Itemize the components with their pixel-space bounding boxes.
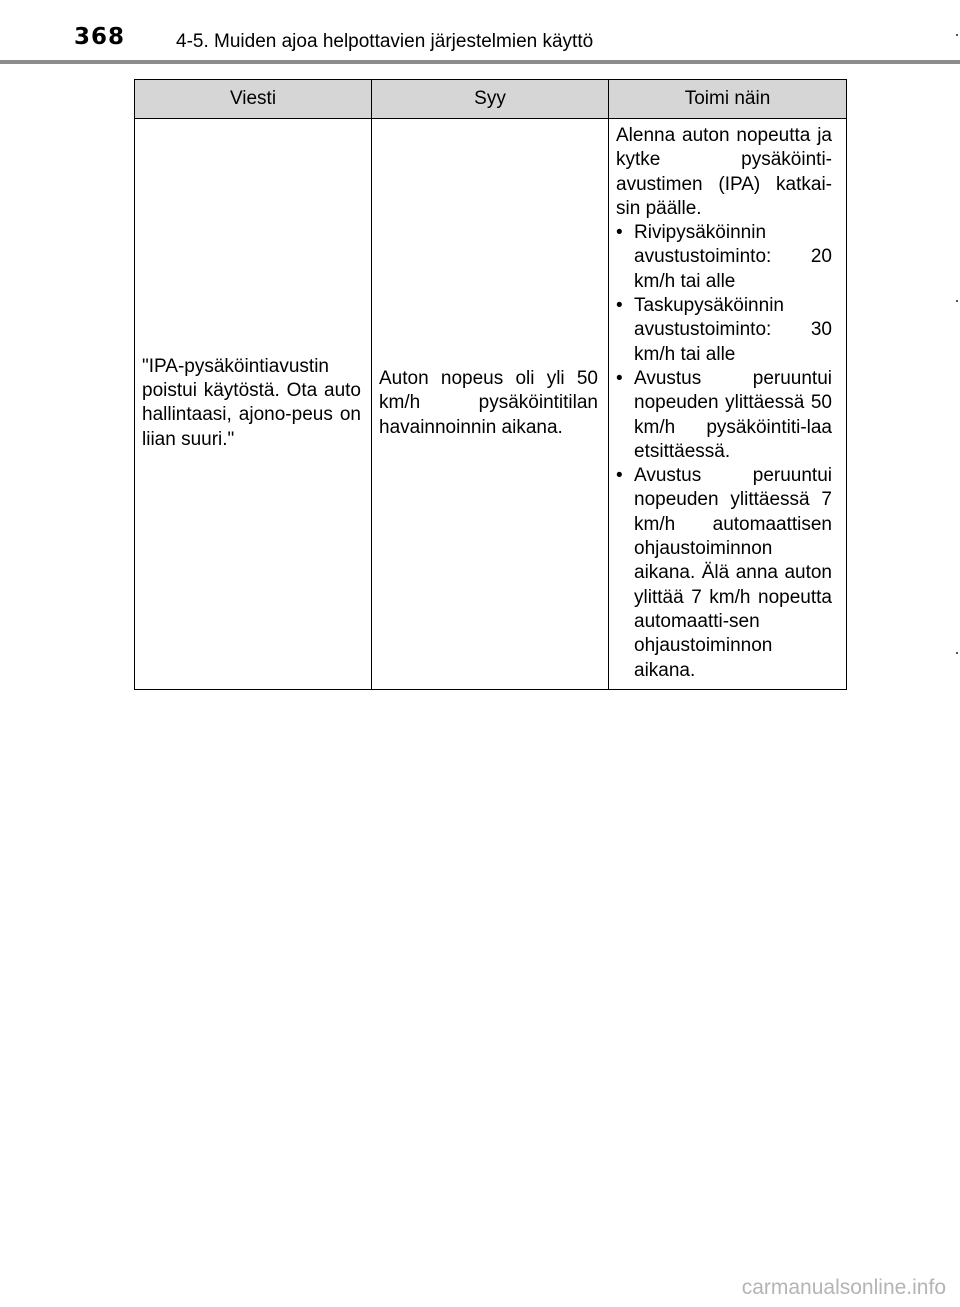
table-row: [135, 119, 847, 690]
section-title: 4-5. Muiden ajoa helpottavien järjestelmien käyttö: [176, 31, 594, 52]
column-header-action: Toimi näin: [609, 80, 847, 119]
edge-tick: [956, 652, 958, 654]
action-cell: [609, 119, 847, 690]
message-table: [134, 79, 847, 690]
message-cell: "IPA-pysäköintiavustin poistui käytöstä. Ota auto hallintaasi, ajono-peus on liian suuri.": [135, 119, 372, 690]
action-item: • Avustus peruuntui nopeuden ylittäessä 50 km/h pysäköintiti-laa etsittäessä.: [616, 367, 832, 464]
page-number: 368: [74, 24, 126, 50]
table-header-row: [135, 80, 847, 119]
edge-tick: [956, 34, 958, 36]
action-item: • Rivipysäköinnin avustustoiminto: 20 km/h tai alle: [616, 221, 832, 294]
action-intro: Alenna auton nopeutta ja kytke pysäköinti-avustimen (IPA) katkai-sin päälle.: [616, 125, 832, 219]
watermark: carmanualsonline.info: [741, 1276, 946, 1299]
edge-tick: [956, 300, 958, 302]
action-list: [616, 221, 832, 683]
action-item: • Taskupysäköinnin avustustoiminto: 30 km/h tai alle: [616, 294, 832, 367]
column-header-cause: Syy: [372, 80, 609, 119]
cause-cell: Auton nopeus oli yli 50 km/h pysäköintitilan havainnoinnin aikana.: [372, 119, 609, 690]
action-item: • Avustus peruuntui nopeuden ylittäessä 7 km/h automaattisen ohjaustoiminnon aikana. Älä anna auton ylittää 7 km/h nopeutta automaatti-sen ohjaustoiminnon aikana.: [616, 464, 832, 683]
page-header: [0, 0, 960, 64]
column-header-message: Viesti: [135, 80, 372, 119]
header-rule: [0, 60, 960, 64]
